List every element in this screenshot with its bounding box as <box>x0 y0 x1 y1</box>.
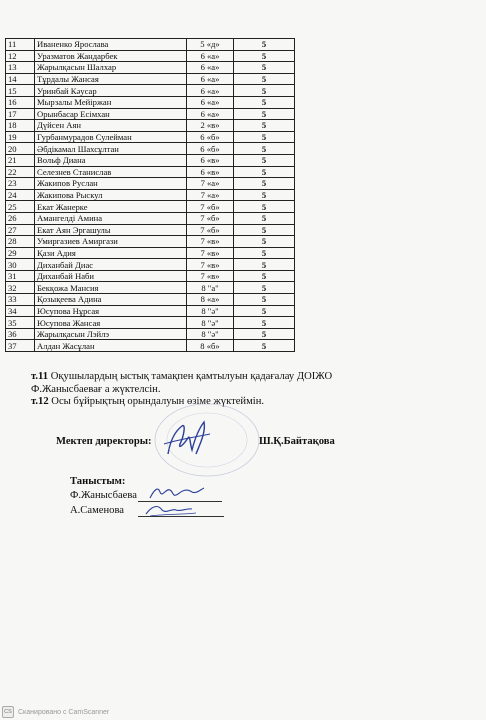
row-number: 33 <box>6 294 35 306</box>
student-name: Қозықеева Адина <box>35 294 187 306</box>
table-row <box>6 143 295 155</box>
row-number: 22 <box>6 166 35 178</box>
acquainted-name-2: А.Саменова <box>70 505 125 516</box>
table-row <box>6 317 295 329</box>
student-class: 7 «б» <box>187 212 234 224</box>
row-number: 26 <box>6 212 35 224</box>
director-name: Ш.Қ.Байтақова <box>259 436 335 447</box>
student-score: 5 <box>234 294 295 306</box>
student-name: Гурбанмурадов Сулейман <box>35 131 187 143</box>
table-row <box>6 294 295 306</box>
student-class: 7 «в» <box>187 259 234 271</box>
student-score: 5 <box>234 224 295 236</box>
student-name: Дүйсен Аян <box>35 120 187 132</box>
student-class: 8 «а» <box>187 294 234 306</box>
student-score: 5 <box>234 131 295 143</box>
student-class: 6 «б» <box>187 143 234 155</box>
student-score: 5 <box>234 73 295 85</box>
student-class: 7 «а» <box>187 189 234 201</box>
row-number: 20 <box>6 143 35 155</box>
scanner-watermark <box>0 706 109 720</box>
student-name: Екат Аян Эргашулы <box>35 224 187 236</box>
student-score: 5 <box>234 236 295 248</box>
student-class: 6 «а» <box>187 73 234 85</box>
student-score: 5 <box>234 50 295 62</box>
student-name: Мырзалы Мейіржан <box>35 96 187 108</box>
student-class: 8 "ә" <box>187 328 234 340</box>
table-row <box>6 62 295 74</box>
student-score: 5 <box>234 120 295 132</box>
row-number: 14 <box>6 73 35 85</box>
student-class: 8 "ә" <box>187 305 234 317</box>
row-number: 12 <box>6 50 35 62</box>
student-name: Жарылқасын Лэйлэ <box>35 328 187 340</box>
table-row <box>6 178 295 190</box>
item-11-number: т.11 <box>31 371 49 382</box>
student-class: 8 «б» <box>187 340 234 352</box>
student-class: 7 «а» <box>187 178 234 190</box>
student-score: 5 <box>234 282 295 294</box>
table-row <box>6 50 295 62</box>
school-seal-stamp <box>150 400 265 480</box>
row-number: 23 <box>6 178 35 190</box>
student-name: Әбдікамал Шахсұлтан <box>35 143 187 155</box>
row-number: 36 <box>6 328 35 340</box>
table-row <box>6 131 295 143</box>
row-number: 25 <box>6 201 35 213</box>
table-row <box>6 154 295 166</box>
row-number: 37 <box>6 340 35 352</box>
student-name: Диханбай Диас <box>35 259 187 271</box>
table-row <box>6 236 295 248</box>
student-score: 5 <box>234 317 295 329</box>
student-name: Бекқожа Мансия <box>35 282 187 294</box>
student-class: 5 «д» <box>187 39 234 51</box>
row-number: 35 <box>6 317 35 329</box>
student-class: 7 «в» <box>187 247 234 259</box>
student-score: 5 <box>234 62 295 74</box>
student-class: 7 «б» <box>187 201 234 213</box>
row-number: 28 <box>6 236 35 248</box>
student-score: 5 <box>234 305 295 317</box>
student-class: 7 «в» <box>187 270 234 282</box>
table-row <box>6 96 295 108</box>
item-12-text: Осы бұйрықтың орындалуын өзіме жүктеймін. <box>48 396 265 407</box>
camscanner-logo-icon: CS <box>2 706 14 718</box>
table-row <box>6 120 295 132</box>
student-name: Алдан Жасұлан <box>35 340 187 352</box>
student-name: Амангелді Амина <box>35 212 187 224</box>
row-number: 16 <box>6 96 35 108</box>
student-name: Уринбай Кәусар <box>35 85 187 97</box>
table-row <box>6 270 295 282</box>
signature-2 <box>142 500 202 520</box>
student-name: Қази Адия <box>35 247 187 259</box>
student-score: 5 <box>234 143 295 155</box>
table-row <box>6 224 295 236</box>
table-row <box>6 340 295 352</box>
table-row <box>6 247 295 259</box>
table-row <box>6 189 295 201</box>
table-row <box>6 259 295 271</box>
student-name: Орынбасар Есімхан <box>35 108 187 120</box>
table-row <box>6 39 295 51</box>
student-name: Екат Жанерке <box>35 201 187 213</box>
student-score: 5 <box>234 166 295 178</box>
student-score: 5 <box>234 328 295 340</box>
student-class: 8 "а" <box>187 282 234 294</box>
student-score: 5 <box>234 154 295 166</box>
student-class: 6 «а» <box>187 62 234 74</box>
row-number: 31 <box>6 270 35 282</box>
row-number: 15 <box>6 85 35 97</box>
row-number: 18 <box>6 120 35 132</box>
acquainted-name-1: Ф.Жанысбаева <box>70 490 137 501</box>
row-number: 30 <box>6 259 35 271</box>
row-number: 21 <box>6 154 35 166</box>
student-class: 6 «а» <box>187 108 234 120</box>
row-number: 27 <box>6 224 35 236</box>
student-class: 8 "ә" <box>187 317 234 329</box>
table-row <box>6 108 295 120</box>
student-name: Иваненко Ярослава <box>35 39 187 51</box>
student-class: 7 «б» <box>187 224 234 236</box>
item-12-number: т.12 <box>31 396 49 407</box>
student-score: 5 <box>234 85 295 97</box>
student-score: 5 <box>234 108 295 120</box>
student-class: 6 «в» <box>187 166 234 178</box>
table-row <box>6 166 295 178</box>
table-row <box>6 212 295 224</box>
table-row <box>6 85 295 97</box>
table-row <box>6 201 295 213</box>
student-name: Селезнев Станислав <box>35 166 187 178</box>
row-number: 13 <box>6 62 35 74</box>
item-11-text-line-2: Ф.Жанысбаевағ а жүктелсін. <box>31 384 161 395</box>
student-score: 5 <box>234 39 295 51</box>
table-row <box>6 305 295 317</box>
student-name: Диханбай Наби <box>35 270 187 282</box>
student-score: 5 <box>234 178 295 190</box>
student-name: Жакипова Рыскул <box>35 189 187 201</box>
student-name: Тұрдалы Жансая <box>35 73 187 85</box>
students-table-body <box>6 39 295 352</box>
table-row <box>6 73 295 85</box>
student-score: 5 <box>234 259 295 271</box>
table-row <box>6 328 295 340</box>
student-class: 2 «в» <box>187 120 234 132</box>
row-number: 17 <box>6 108 35 120</box>
item-11-text-line-1: Оқушылардың ыстық тамақпен қамтылуын қадағалау ДОІЖО <box>48 371 333 382</box>
row-number: 32 <box>6 282 35 294</box>
director-label: Мектеп директоры: <box>56 436 152 447</box>
student-class: 6 «а» <box>187 50 234 62</box>
student-class: 6 «а» <box>187 96 234 108</box>
row-number: 24 <box>6 189 35 201</box>
student-class: 6 «в» <box>187 154 234 166</box>
item-11 <box>31 370 332 396</box>
student-score: 5 <box>234 247 295 259</box>
row-number: 29 <box>6 247 35 259</box>
student-class: 6 «а» <box>187 85 234 97</box>
row-number: 34 <box>6 305 35 317</box>
scanner-watermark-text: Сканировано с CamScanner <box>18 708 110 716</box>
student-class: 6 «б» <box>187 131 234 143</box>
student-name: Вольф Диана <box>35 154 187 166</box>
student-score: 5 <box>234 270 295 282</box>
student-name: Жакипов Руслан <box>35 178 187 190</box>
student-name: Уразматов Жандарбек <box>35 50 187 62</box>
table-row <box>6 282 295 294</box>
student-name: Жарылқасын Шалхар <box>35 62 187 74</box>
student-name: Юсупова Нұрсая <box>35 305 187 317</box>
student-name: Юсупова Жансая <box>35 317 187 329</box>
student-score: 5 <box>234 212 295 224</box>
student-class: 7 «в» <box>187 236 234 248</box>
student-score: 5 <box>234 189 295 201</box>
student-score: 5 <box>234 96 295 108</box>
student-name: Умиргазиев Амиргази <box>35 236 187 248</box>
student-score: 5 <box>234 201 295 213</box>
students-table <box>5 38 295 352</box>
acquainted-label: Таныстым: <box>70 476 126 487</box>
row-number: 19 <box>6 131 35 143</box>
student-score: 5 <box>234 340 295 352</box>
row-number: 11 <box>6 39 35 51</box>
